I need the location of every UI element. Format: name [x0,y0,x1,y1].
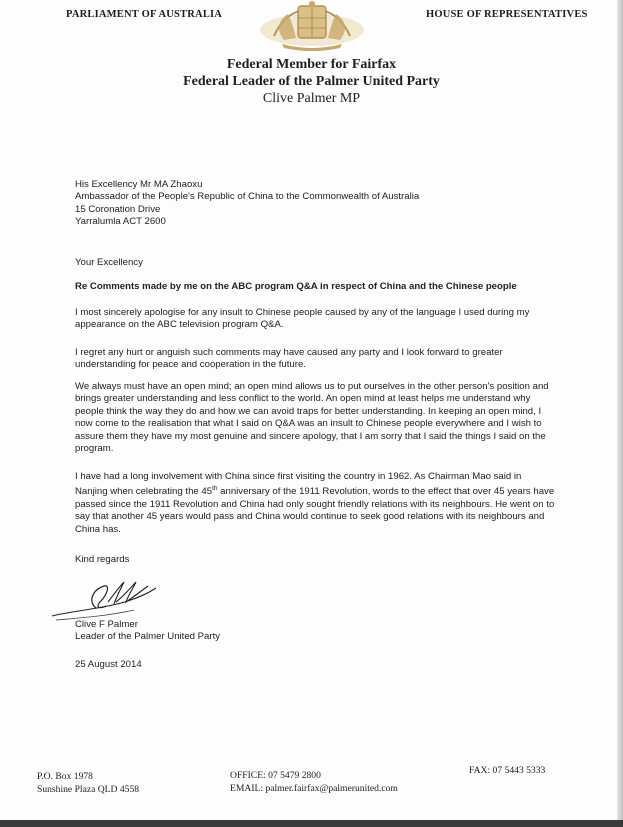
paragraph: I regret any hurt or anguish such comments may have caused any party and I look forward to greater understanding for peace and cooperation in the future. [75,347,503,371]
recipient-line: His Excellency Mr MA Zhaoxu [75,179,203,190]
paragraph: We always must have an open mind; an open mind allows us to put ourselves in the other person's position and brings greater understanding and less conflict to the world. An open mind at least helps me understand why people think the way they do and how we can avoid traps for better understanding. In keeping an open mind, I now come to the realisation that what I said on Q&A was an insult to Chinese people everywhere and I wish to assure them they have my most genuine and sincere apology, that I am sorry that I said the things I said on the program. [75,381,549,455]
signature-icon [48,572,168,624]
signer-name: Clive F Palmer [75,619,138,630]
footer-contact [230,770,398,795]
member-title: Federal Member for Fairfax [226,57,397,72]
fax-number: FAX: 07 5443 5333 [469,765,546,776]
paragraph [75,471,555,536]
letter-date: 25 August 2014 [75,659,142,670]
bottom-border [0,820,623,827]
paragraph-text: I have had a long involvement with China since first visiting the country in 1962. As Chairman Mao said in Nanjing when celebrating the 45 [75,471,522,498]
parliament-title: PARLIAMENT OF AUSTRALIA [66,9,223,20]
subject-line: Re Comments made by me on the ABC program Q&A in respect of China and the Chinese people [75,281,517,292]
page-edge-shadow [617,0,623,827]
ordinal-suffix: th [212,485,218,493]
recipient-line: Yarralumla ACT 2600 [75,216,166,228]
coat-of-arms-icon [254,0,370,52]
signer-title: Leader of the Palmer United Party [75,631,221,643]
po-box: P.O. Box 1978 [37,771,93,782]
paragraph-text: anniversary of the 1911 Revolution, words to the effect that over 45 years have passed since the 1911 Revolution and China had only sought friendly relations with its neighbours. He went on to say that another 45 years would pass and China would continue to seek good relations with its neighbours and China has. [75,486,555,535]
party-leader-title: Federal Leader of the Palmer United Party [183,74,440,89]
po-city: Sunshine Plaza QLD 4558 [37,783,140,795]
footer-postal [37,771,139,796]
signer-block [75,619,555,644]
closing: Kind regards [75,554,130,565]
email-address: EMAIL: palmer.fairfax@palmerunited.com [230,782,398,794]
salutation: Your Excellency [75,257,143,268]
office-phone: OFFICE: 07 5479 2800 [230,770,321,781]
member-name: Clive Palmer MP [262,91,361,106]
recipient-line: 15 Coronation Drive [75,203,161,215]
paragraph: I most sincerely apologise for any insult to Chinese people caused by any of the language I used during my appearance on the ABC television program Q&A. [75,307,530,331]
recipient-address [75,179,555,229]
recipient-line: Ambassador of the People's Republic of China to the Commonwealth of Australia [75,191,420,203]
house-title: HOUSE OF REPRESENTATIVES [426,9,588,20]
